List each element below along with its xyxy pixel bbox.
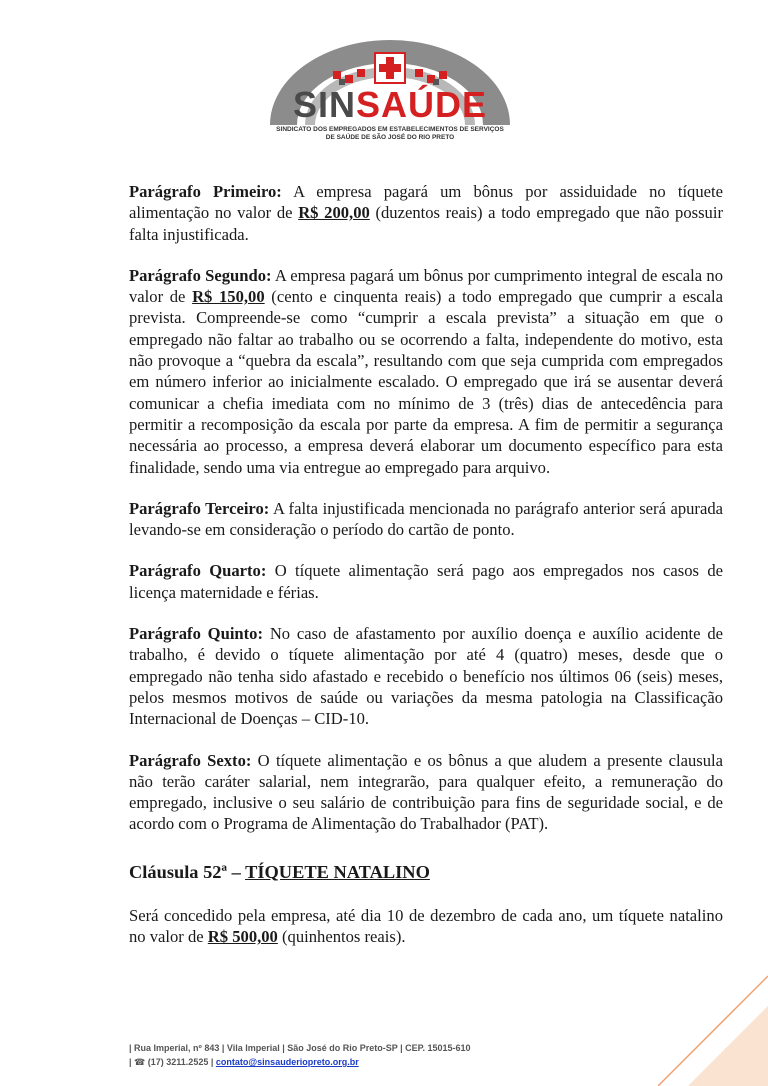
footer-email-link[interactable]: contato@sinsauderiopreto.org.br xyxy=(215,1057,359,1067)
paragraph-terceiro: Parágrafo Terceiro: A falta injustificada mencionada no parágrafo anterior será apurada levando-se em consideração o período do cartão de ponto. xyxy=(129,498,723,540)
clause-heading: Cláusula 52ª – TÍQUETE NATALINO xyxy=(129,861,430,882)
paragraph-quinto: Parágrafo Quinto: No caso de afastamento por auxílio doença e auxílio acidente de trabalho, é devido o tíquete alimentação por até 4 (quatro) meses, desde que o empregado não tenha sido afastado e recebido o benefício nos últimos 06 (seis) meses, pelos mesmos motivos de saúde ou variações da mesma patologia na Classificação Internacional de Doenças – CID-10. xyxy=(129,624,723,729)
corner-decoration xyxy=(658,971,768,1086)
paragraph-segundo: Parágrafo Segundo: A empresa pagará um bônus por cumprimento integral de escala no valor de R$ 150,00 (cento e cinquenta reais) a todo empregado que cumprir a escala prevista. Compreende-se como “cumprir a escala prevista” a situação em que o empregado não faltar ao trabalho ou se ocorrendo a falta, independente do motivo, esta não provoque a “quebra da escala”, resultando com que seja cumprida com empregados em número inferior ao inicialmente escalado. O empregado que irá se ausentar deverá comunicar a chefia imediata com no mínimo de 3 (três) dias de antecedência para permitir a recomposição da escala por parte da empresa. A fim de permitir a segurança necessária ao processo, a empresa deverá elaborar um documento específico para esta finalidade, sendo uma via entregue ao empregado para arquivo. xyxy=(129,265,724,477)
paragraph-quarto: Parágrafo Quarto: O tíquete alimentação será pago aos empregados nos casos de licença maternidade e férias. xyxy=(129,561,724,602)
logo-subtitle-line1: SINDICATO DOS EMPREGADOS EM ESTABELECIMENTOS DE SERVIÇOS xyxy=(276,126,504,133)
phone-icon: ☎ xyxy=(134,1057,146,1067)
logo-wordmark: SINSAÚDE xyxy=(292,84,488,125)
logo-subtitle-line2: DE SAÚDE DE SÃO JOSÉ DO RIO PRETO xyxy=(325,134,455,141)
page-footer xyxy=(129,1041,471,1069)
paragraph-sexto: Parágrafo Sexto: O tíquete alimentação e os bônus a que aludem a presente clausula não terão caráter salarial, nem integrarão, para qualquer efeito, a remuneração do empregado, inclusive o seu salário de contribuição para fins de seguridade social, e de acordo com o Programa de Alimentação do Trabalhador (PAT). xyxy=(129,750,724,834)
paragraph-primeiro: Parágrafo Primeiro: A empresa pagará um bônus por assiduidade no tíquete alimentação no valor de R$ 200,00 (duzentos reais) a todo empregado que não possuir falta injustificada. xyxy=(129,182,723,244)
footer-contact: | ☎ (17) 3211.2525 | contato@sinsauderiopreto.org.br xyxy=(129,1057,359,1067)
footer-phone: (17) 3211.2525 xyxy=(147,1057,209,1067)
clause-paragraph: Será concedido pela empresa, até dia 10 de dezembro de cada ano, um tíquete natalino no valor de R$ 500,00 (quinhentos reais). xyxy=(129,906,723,947)
footer-address: | Rua Imperial, nº 843 | Vila Imperial | São José do Rio Preto-SP | CEP. 15015-610 xyxy=(129,1043,471,1053)
medical-cross-icon xyxy=(375,53,405,83)
document-body xyxy=(129,181,723,968)
sinsaude-logo xyxy=(255,25,525,140)
